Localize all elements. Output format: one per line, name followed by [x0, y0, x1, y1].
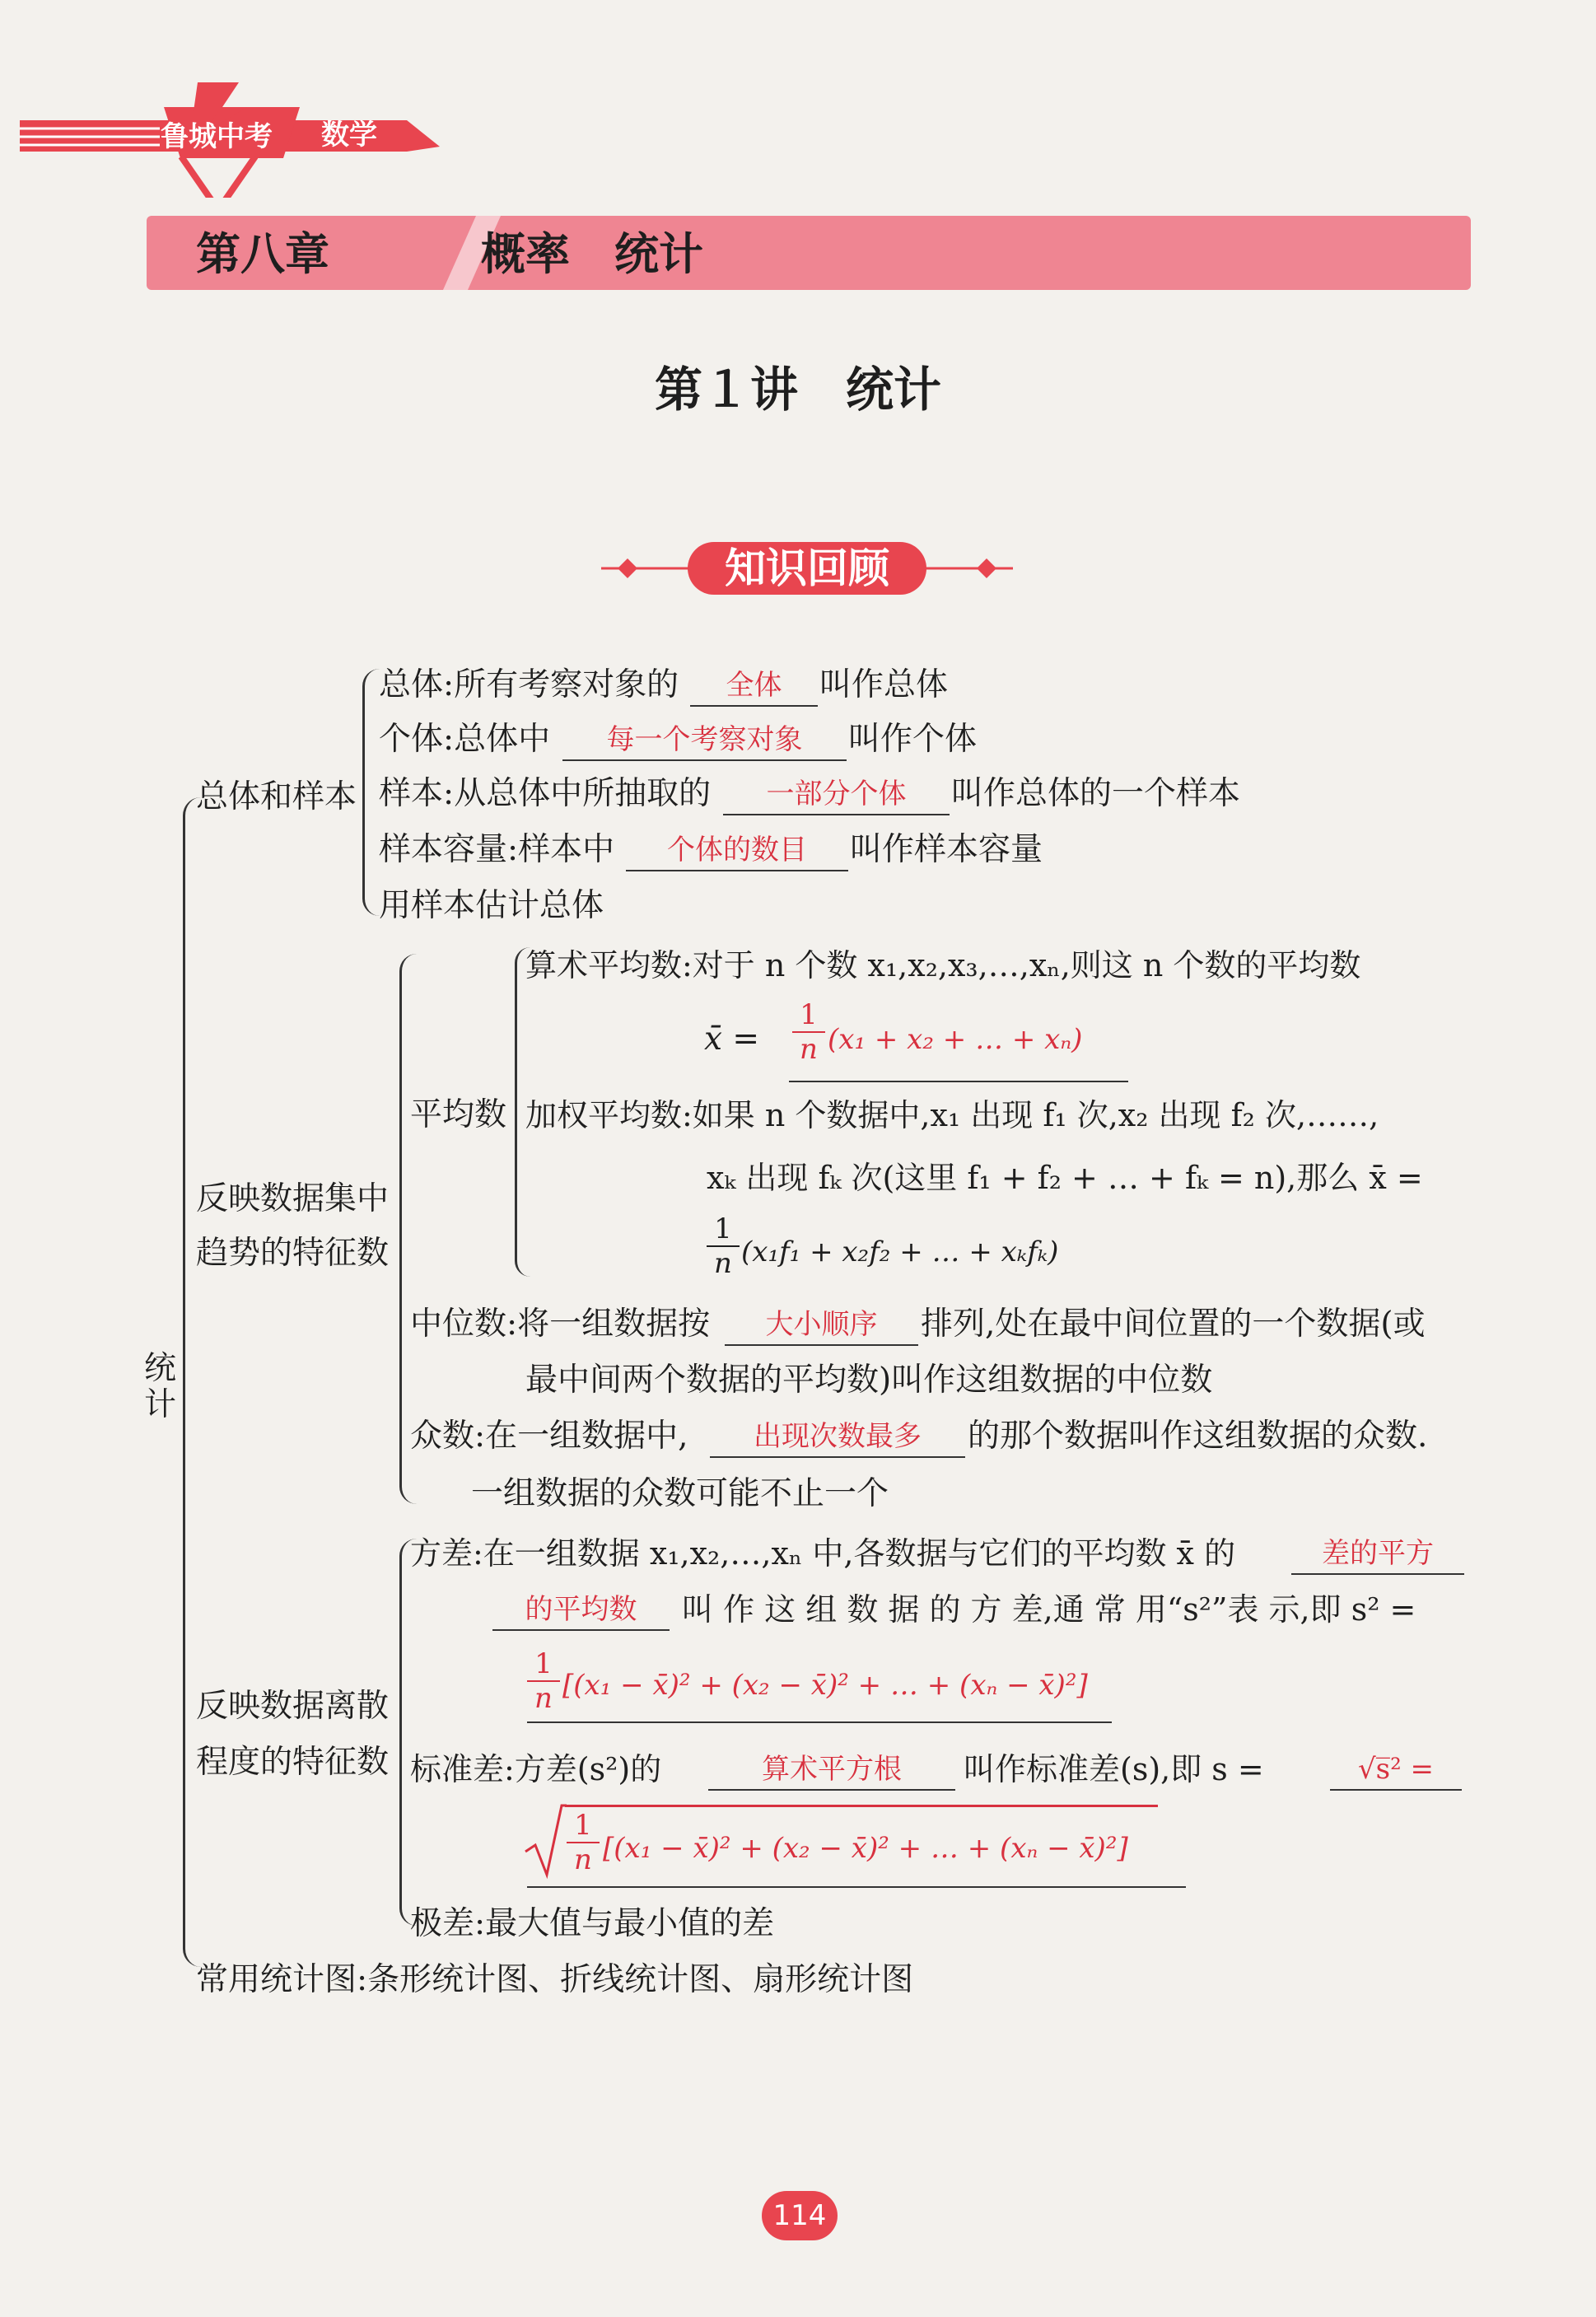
median-post: 排列,处在最中间位置的一个数据(或 [921, 1306, 1426, 1343]
weighted-mean-formula: (x₁f₁ + x₂f₂ + … + xₖfₖ) [741, 1236, 1059, 1268]
page-number-badge [762, 2191, 838, 2240]
root-brace [183, 797, 202, 1967]
mean-label: 平均数 [410, 1096, 507, 1133]
median-pre: 中位数:将一组数据按 [410, 1306, 711, 1343]
arith-mean-fraction [792, 998, 825, 1066]
variance-underline [527, 1721, 1112, 1723]
page-number: 114 [772, 2199, 827, 2232]
weighted-mean-line2: xₖ 出现 fₖ 次(这里 f₁ + f₂ + … + fₖ = n),那么 x̄ = [707, 1160, 1423, 1196]
g1-line5: 用样本估计总体 [379, 887, 604, 924]
range-line: 极差:最大值与最小值的差 [410, 1905, 775, 1942]
group2-label-a: 反映数据集中 [196, 1180, 390, 1217]
variance-answer-1: 差的平方 [1291, 1534, 1464, 1575]
fraction-denominator: n [574, 1843, 592, 1876]
g1-line2-pre: 个体:总体中 [379, 721, 551, 758]
median-answer: 大小顺序 [725, 1305, 918, 1346]
g1-line3-post: 叫作总体的一个样本 [951, 775, 1241, 812]
group1-label: 总体和样本 [196, 778, 357, 815]
section-banner [593, 535, 1021, 601]
sqrt-icon [524, 1802, 567, 1880]
root-label: 统计 [144, 1350, 177, 1423]
variance-formula: [(x₁ − x̄)² + (x₂ − x̄)² + … + (xₙ − x̄)²] [562, 1669, 1088, 1702]
arith-mean-formula: (x₁ + x₂ + … + xₙ) [828, 1023, 1083, 1056]
group3-label-b: 程度的特征数 [196, 1744, 390, 1781]
g1-line1-post: 叫作总体 [819, 666, 949, 703]
mode-pre: 众数:在一组数据中, [410, 1418, 688, 1455]
subject-label: 数学 [321, 119, 377, 152]
std-answer: 算术平方根 [708, 1749, 955, 1791]
chapter-title: 概率 统计 [481, 227, 703, 280]
lecture-title: 第１讲 统计 [654, 362, 941, 418]
g1-line3-pre: 样本:从总体中所抽取的 [379, 775, 712, 812]
fraction-numerator: 1 [792, 998, 825, 1033]
std-pre: 标准差:方差(s²)的 [410, 1751, 662, 1787]
mode-answer: 出现次数最多 [710, 1417, 965, 1458]
sqrt-overline [565, 1805, 1158, 1807]
fraction-numerator: 1 [707, 1212, 740, 1247]
group3-brace [399, 1539, 417, 1926]
chapter-banner [147, 216, 1471, 290]
fraction-denominator: n [714, 1247, 732, 1280]
mode-line2: 一组数据的众数可能不止一个 [471, 1475, 889, 1512]
std-formula: [(x₁ − x̄)² + (x₂ − x̄)² + … + (xₙ − x̄)²] [603, 1832, 1128, 1865]
variance-pre: 方差:在一组数据 x₁,x₂,…,xₙ 中,各数据与它们的平均数 x̄ 的 [410, 1535, 1236, 1572]
chapter-number: 第八章 [196, 227, 329, 280]
median-line2: 最中间两个数据的平均数)叫作这组数据的中位数 [525, 1362, 1213, 1399]
arith-mean-eq: x̄ = [704, 1021, 760, 1058]
variance-fraction [527, 1647, 560, 1715]
g1-line1-answer: 全体 [690, 666, 818, 707]
section-banner-text: 知识回顾 [725, 544, 889, 592]
g1-line2-post: 叫作个体 [848, 721, 978, 758]
weighted-mean-line1: 加权平均数:如果 n 个数据中,x₁ 出现 f₁ 次,x₂ 出现 f₂ 次,……, [525, 1097, 1379, 1133]
mode-post: 的那个数据叫作这组数据的众数. [968, 1418, 1428, 1455]
weighted-mean-fraction [707, 1212, 740, 1280]
g1-line4-post: 叫作样本容量 [850, 831, 1043, 868]
group2-label-b: 趋势的特征数 [196, 1235, 390, 1272]
group3-label-a: 反映数据离散 [196, 1688, 390, 1725]
fraction-denominator: n [534, 1682, 553, 1715]
logo-text: 鲁城中考 [161, 120, 273, 153]
variance-answer-2: 的平均数 [492, 1590, 670, 1631]
std-answer-2: √s̅² = [1330, 1749, 1462, 1791]
g1-line2-answer: 每一个考察对象 [562, 720, 847, 761]
g1-line1-pre: 总体:所有考察对象的 [379, 666, 679, 703]
charts-line: 常用统计图:条形统计图、折线统计图、扇形统计图 [196, 1961, 914, 1998]
std-post: 叫作标准差(s),即 s = [964, 1751, 1264, 1787]
g1-line4-answer: 个体的数目 [626, 830, 848, 871]
arith-mean-underline [789, 1081, 1128, 1082]
fraction-denominator: n [800, 1033, 818, 1066]
g1-line3-answer: 一部分个体 [723, 774, 950, 815]
arith-mean-line: 算术平均数:对于 n 个数 x₁,x₂,x₃,…,xₙ,则这 n 个数的平均数 [525, 947, 1361, 983]
fraction-numerator: 1 [527, 1647, 560, 1682]
std-fraction [567, 1809, 600, 1876]
group1-brace [362, 669, 380, 916]
fraction-numerator: 1 [567, 1809, 600, 1843]
variance-post: 叫 作 这 组 数 据 的 方 差,通 常 用“s²”表 示,即 s² = [682, 1591, 1416, 1628]
std-underline [527, 1886, 1186, 1888]
g1-line4-pre: 样本容量:样本中 [379, 831, 615, 868]
